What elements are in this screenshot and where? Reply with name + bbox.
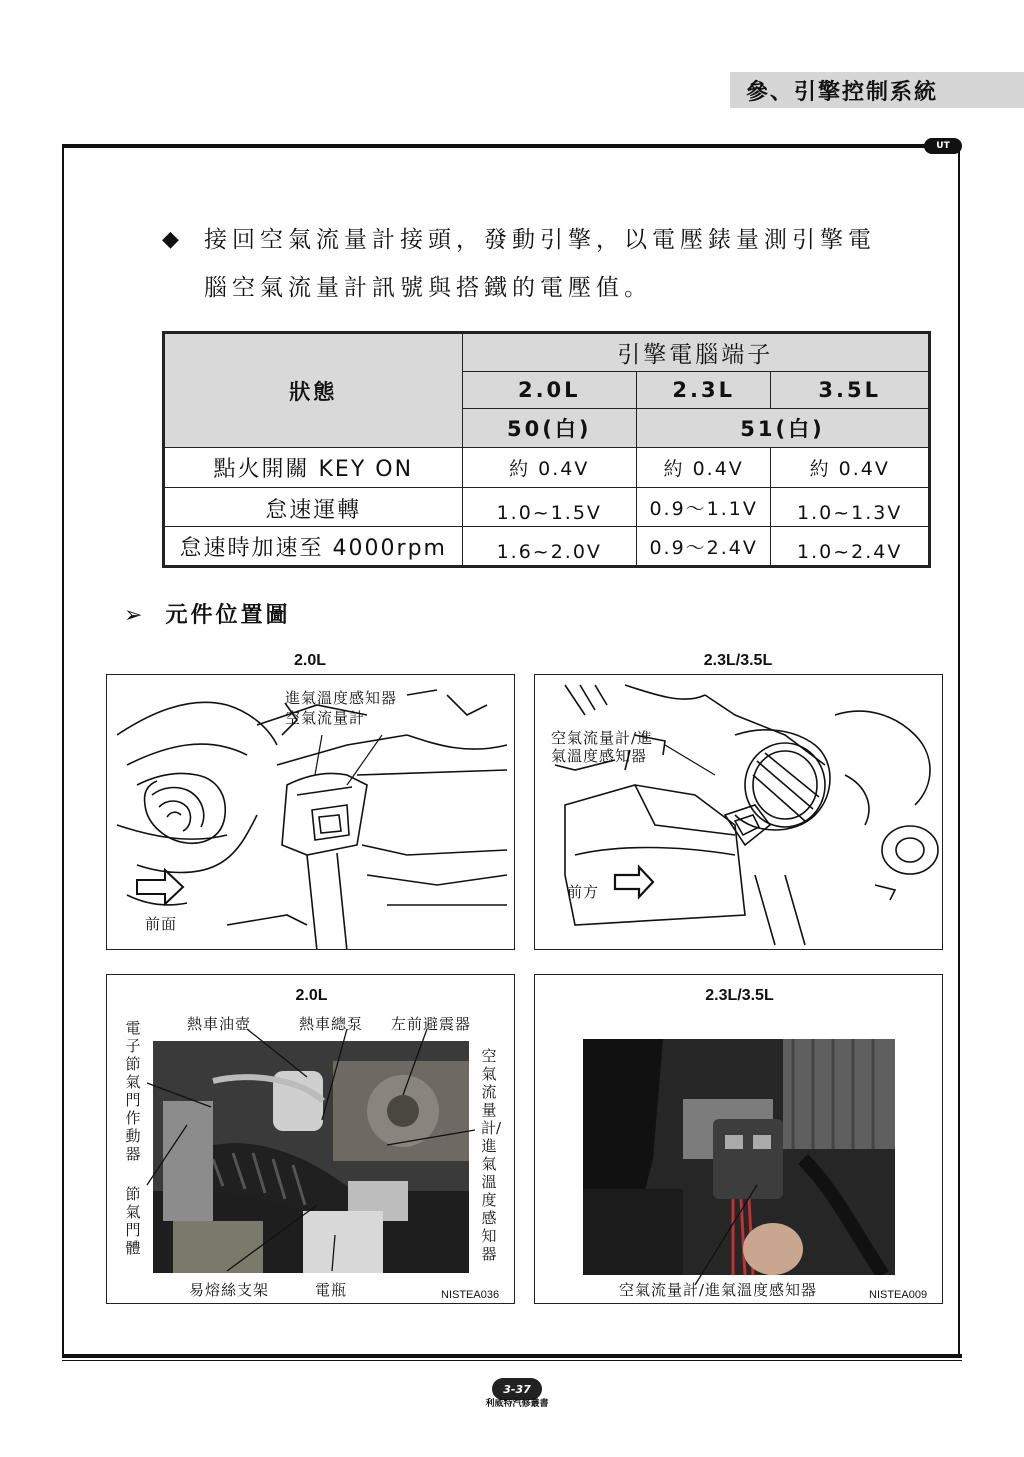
arrow-bullet-icon: ➢ <box>124 603 146 628</box>
page-number: 3-37 <box>492 1378 542 1400</box>
row-state: 怠速運轉 <box>164 488 463 527</box>
intro-line-2: 腦空氣流量計訊號與搭鐵的電壓值。 <box>204 275 652 301</box>
label-air-flow-meter-a: 空氣流量計/進 <box>551 729 654 747</box>
figure-2-caption: 2.3L/3.5L <box>703 652 773 669</box>
state-header: 狀態 <box>164 333 463 448</box>
pin-2-3-3-5: 51(白) <box>636 409 929 448</box>
label-master-cylinder: 熱車總泵 <box>299 1015 364 1033</box>
label-throttle-actuator: 電子節氣門作動器 <box>125 1019 141 1163</box>
row-value-2-3: 約 0.4V <box>636 448 770 488</box>
label-warmup-reservoir: 熱車油壺 <box>187 1015 252 1033</box>
pin-2-0: 50(白) <box>462 409 636 448</box>
label-air-flow-meter-vertical: 空氣流量計/進氣溫度感知器 <box>481 1047 502 1263</box>
row-state: 怠速時加速至 4000rpm <box>164 527 463 567</box>
publisher-name: 利威特汽修叢書 <box>485 1399 549 1409</box>
engine-2-3: 2.3L <box>636 372 770 409</box>
figure-4-caption: 2.3L/3.5L <box>705 987 774 1004</box>
voltage-table <box>162 331 931 568</box>
row-value-3-5: 1.0~2.4V <box>771 527 930 567</box>
section-title: 元件位置圖 <box>165 603 291 628</box>
label-strut-tower: 左前避震器 <box>391 1015 472 1033</box>
label-front: 前方 <box>567 883 600 901</box>
row-value-2-3: 0.9～2.4V <box>636 527 770 567</box>
engine-2-0: 2.0L <box>462 372 636 409</box>
row-value-2-3: 0.9～1.1V <box>636 488 770 527</box>
label-intake-temp-sensor: 進氣溫度感知器 <box>285 689 398 707</box>
terminal-header: 引擎電腦端子 <box>462 333 929 372</box>
label-front: 前面 <box>145 915 178 933</box>
diamond-bullet-icon: ◆ <box>162 227 184 252</box>
label-air-flow-meter: 空氣流量計 <box>285 709 366 727</box>
label-air-flow-meter: 空氣流量計/進氣溫度感知器 <box>619 1281 818 1299</box>
figure-1-caption: 2.0L <box>293 652 326 669</box>
label-throttle-body: 節氣門體 <box>125 1185 141 1257</box>
publisher-logo: UT <box>924 138 962 154</box>
label-battery: 電瓶 <box>315 1281 348 1299</box>
footer-rule <box>62 1354 962 1358</box>
label-air-flow-meter-b: 氣溫度感知器 <box>551 747 648 765</box>
figure-1-drawing <box>106 674 515 950</box>
chapter-tab <box>730 72 1024 108</box>
figure-4-photo-panel <box>534 974 943 1304</box>
chapter-title: 參、引擎控制系統 <box>746 79 939 105</box>
row-value-3-5: 1.0~1.3V <box>771 488 930 527</box>
section-heading <box>124 598 290 629</box>
intro-line-1: 接回空氣流量計接頭，發動引擎，以電壓錶量測引擎電 <box>204 227 876 253</box>
figure-3-caption: 2.0L <box>295 987 328 1004</box>
figure-code: NISTEA036 <box>441 1289 500 1301</box>
footer-rule-thin <box>62 1360 962 1361</box>
label-fuse-bracket: 易熔絲支架 <box>189 1281 270 1299</box>
row-value-2-0: 1.6~2.0V <box>462 527 636 567</box>
figure-code: NISTEA009 <box>869 1289 928 1301</box>
row-value-2-0: 1.0~1.5V <box>462 488 636 527</box>
figure-3-photo-panel <box>106 974 515 1304</box>
row-state: 點火開關 KEY ON <box>164 448 463 488</box>
row-value-3-5: 約 0.4V <box>771 448 930 488</box>
engine-3-5: 3.5L <box>771 372 930 409</box>
row-value-2-0: 約 0.4V <box>462 448 636 488</box>
figure-2-drawing <box>534 674 943 950</box>
intro-paragraph <box>162 216 922 312</box>
